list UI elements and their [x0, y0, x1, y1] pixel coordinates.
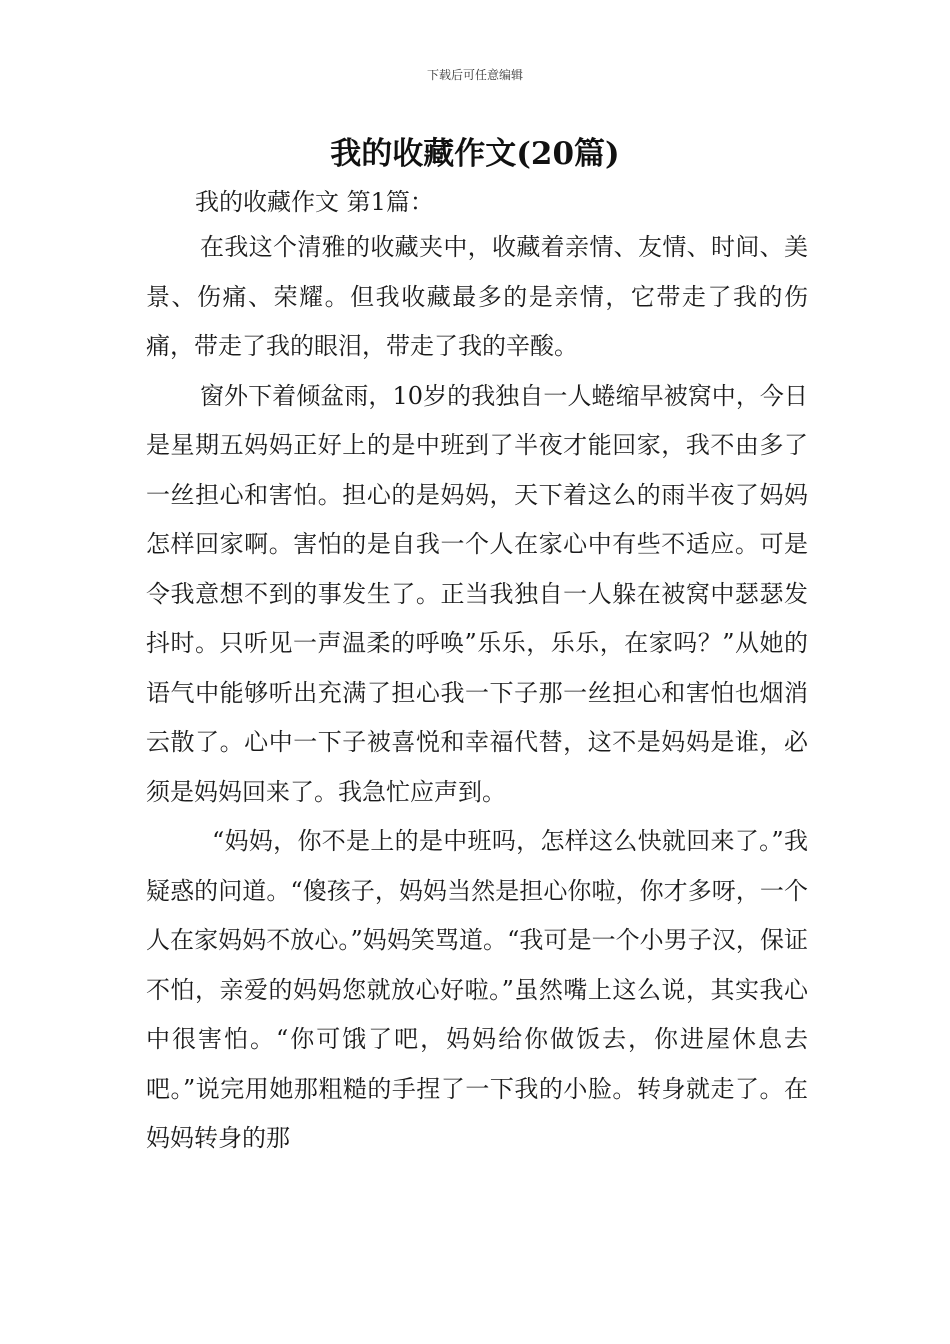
section-heading: 我的收藏作文 第1篇： [195, 188, 434, 216]
paragraph-3: “妈妈，你不是上的是中班吗，怎样这么快就回来了。”我疑惑的问道。“傻孩子，妈妈当然是担心你啦，你才多呀，一个人在家妈妈不放心。”妈妈笑骂道。“我可是一个小男子汉，保证不怕，亲爱的妈妈您就放心好啦。”虽然嘴上这么说，其实我心中很害怕。“你可饿了吧，妈妈给你做饭去，你进屋休息去吧。”说完用她那粗糙的手捏了一下我的小脸。转身就走了。在妈妈转身的那 [146, 827, 808, 1152]
paragraph-2: 窗外下着倾盆雨，10岁的我独自一人蜷缩早被窝中，今日是星期五妈妈正好上的是中班到了半夜才能回家，我不由多了一丝担心和害怕。担心的是妈妈，天下着这么的雨半夜了妈妈怎样回家啊。害怕的是自我一个人在家心中有些不适应。可是令我意想不到的事发生了。正当我独自一人躲在被窝中瑟瑟发抖时。只听见一声温柔的呼唤”乐乐，乐乐，在家吗？”从她的语气中能够听出充满了担心我一下子那一丝担心和害怕也烟消云散了。心中一下子被喜悦和幸福代替，这不是妈妈是谁，必须是妈妈回来了。我急忙应声到。 [146, 381, 808, 806]
paragraph-1: 在我这个清雅的收藏夹中，收藏着亲情、友情、时间、美景、伤痛、荣耀。但我收藏最多的是亲情，它带走了我的伤痛，带走了我的眼泪，带走了我的辛酸。 [146, 233, 808, 360]
document-body [146, 223, 808, 1164]
document-title: 我的收藏作文(20篇) [330, 136, 620, 172]
header-note: 下载后可任意编辑 [426, 68, 523, 82]
